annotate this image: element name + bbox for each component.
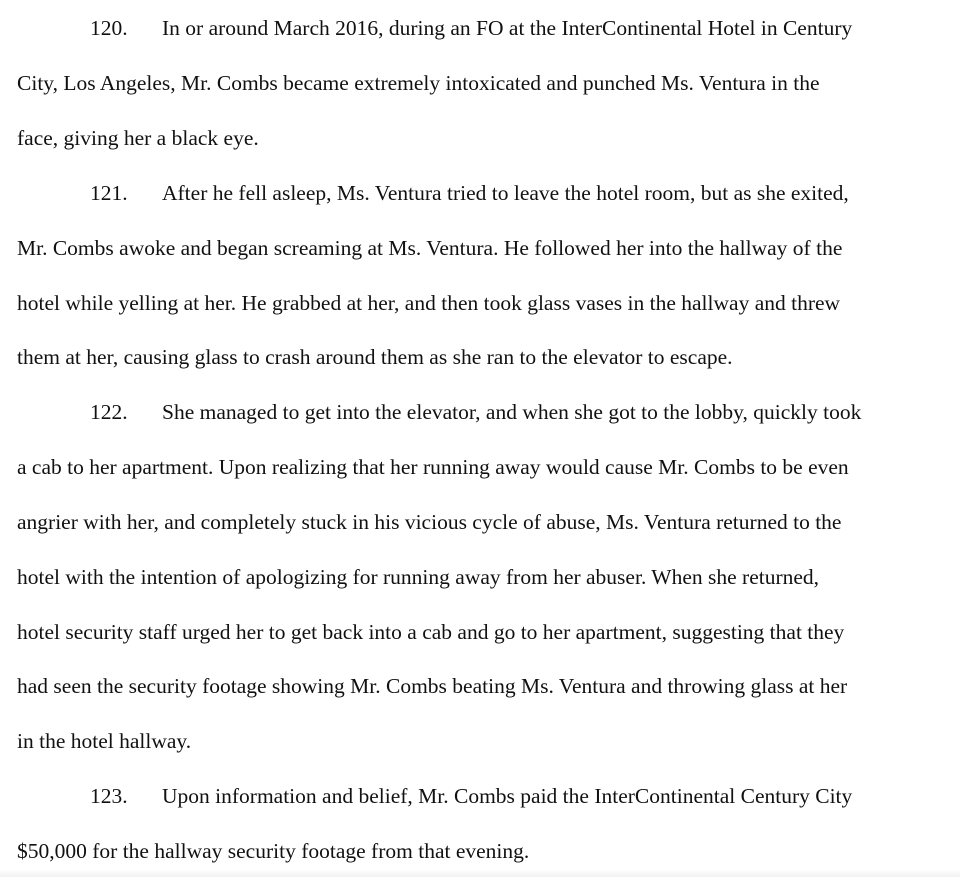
paragraph-number: 121. [90,181,128,205]
paragraph-123-line-2: $50,000 for the hallway security footage from that evening. [17,839,530,863]
paragraph-122-line-3: angrier with her, and completely stuck in his vicious cycle of abuse, Ms. Ventura returned to the [17,510,842,534]
paragraph-120-line-2: City, Los Angeles, Mr. Combs became extremely intoxicated and punched Ms. Ventura in the [17,71,820,95]
paragraph-123-line-1 [17,781,852,811]
paragraph-121-line-2: Mr. Combs awoke and began screaming at Ms. Ventura. He followed her into the hallway of the [17,236,843,260]
paragraph-122-line-1 [17,397,861,427]
paragraph-122-line-7: in the hotel hallway. [17,729,192,753]
paragraph-text: After he fell asleep, Ms. Ventura tried to leave the hotel room, but as she exited, [162,181,849,205]
page-bottom-edge [0,869,960,877]
paragraph-number: 122. [90,400,128,424]
paragraph-121-line-1 [17,178,849,208]
paragraph-text: Upon information and belief, Mr. Combs paid the InterContinental Century City [162,784,853,808]
paragraph-120-line-3: face, giving her a black eye. [17,126,259,150]
paragraph-122-line-4: hotel with the intention of apologizing for running away from her abuser. When she returned, [17,565,820,589]
paragraph-number: 123. [90,784,128,808]
paragraph-120-line-1 [17,13,852,43]
paragraph-number: 120. [90,16,128,40]
paragraph-122-line-6: had seen the security footage showing Mr. Combs beating Ms. Ventura and throwing glass at her [17,674,848,698]
paragraph-text: She managed to get into the elevator, and when she got to the lobby, quickly took [162,400,862,424]
paragraph-121-line-3: hotel while yelling at her. He grabbed at her, and then took glass vases in the hallway and threw [17,291,841,315]
paragraph-122-line-2: a cab to her apartment. Upon realizing that her running away would cause Mr. Combs to be even [17,455,849,479]
paragraph-121-line-4: them at her, causing glass to crash around them as she ran to the elevator to escape. [17,345,733,369]
paragraph-122-line-5: hotel security staff urged her to get back into a cab and go to her apartment, suggesting that they [17,620,845,644]
paragraph-text: In or around March 2016, during an FO at the InterContinental Hotel in Century [162,16,853,40]
